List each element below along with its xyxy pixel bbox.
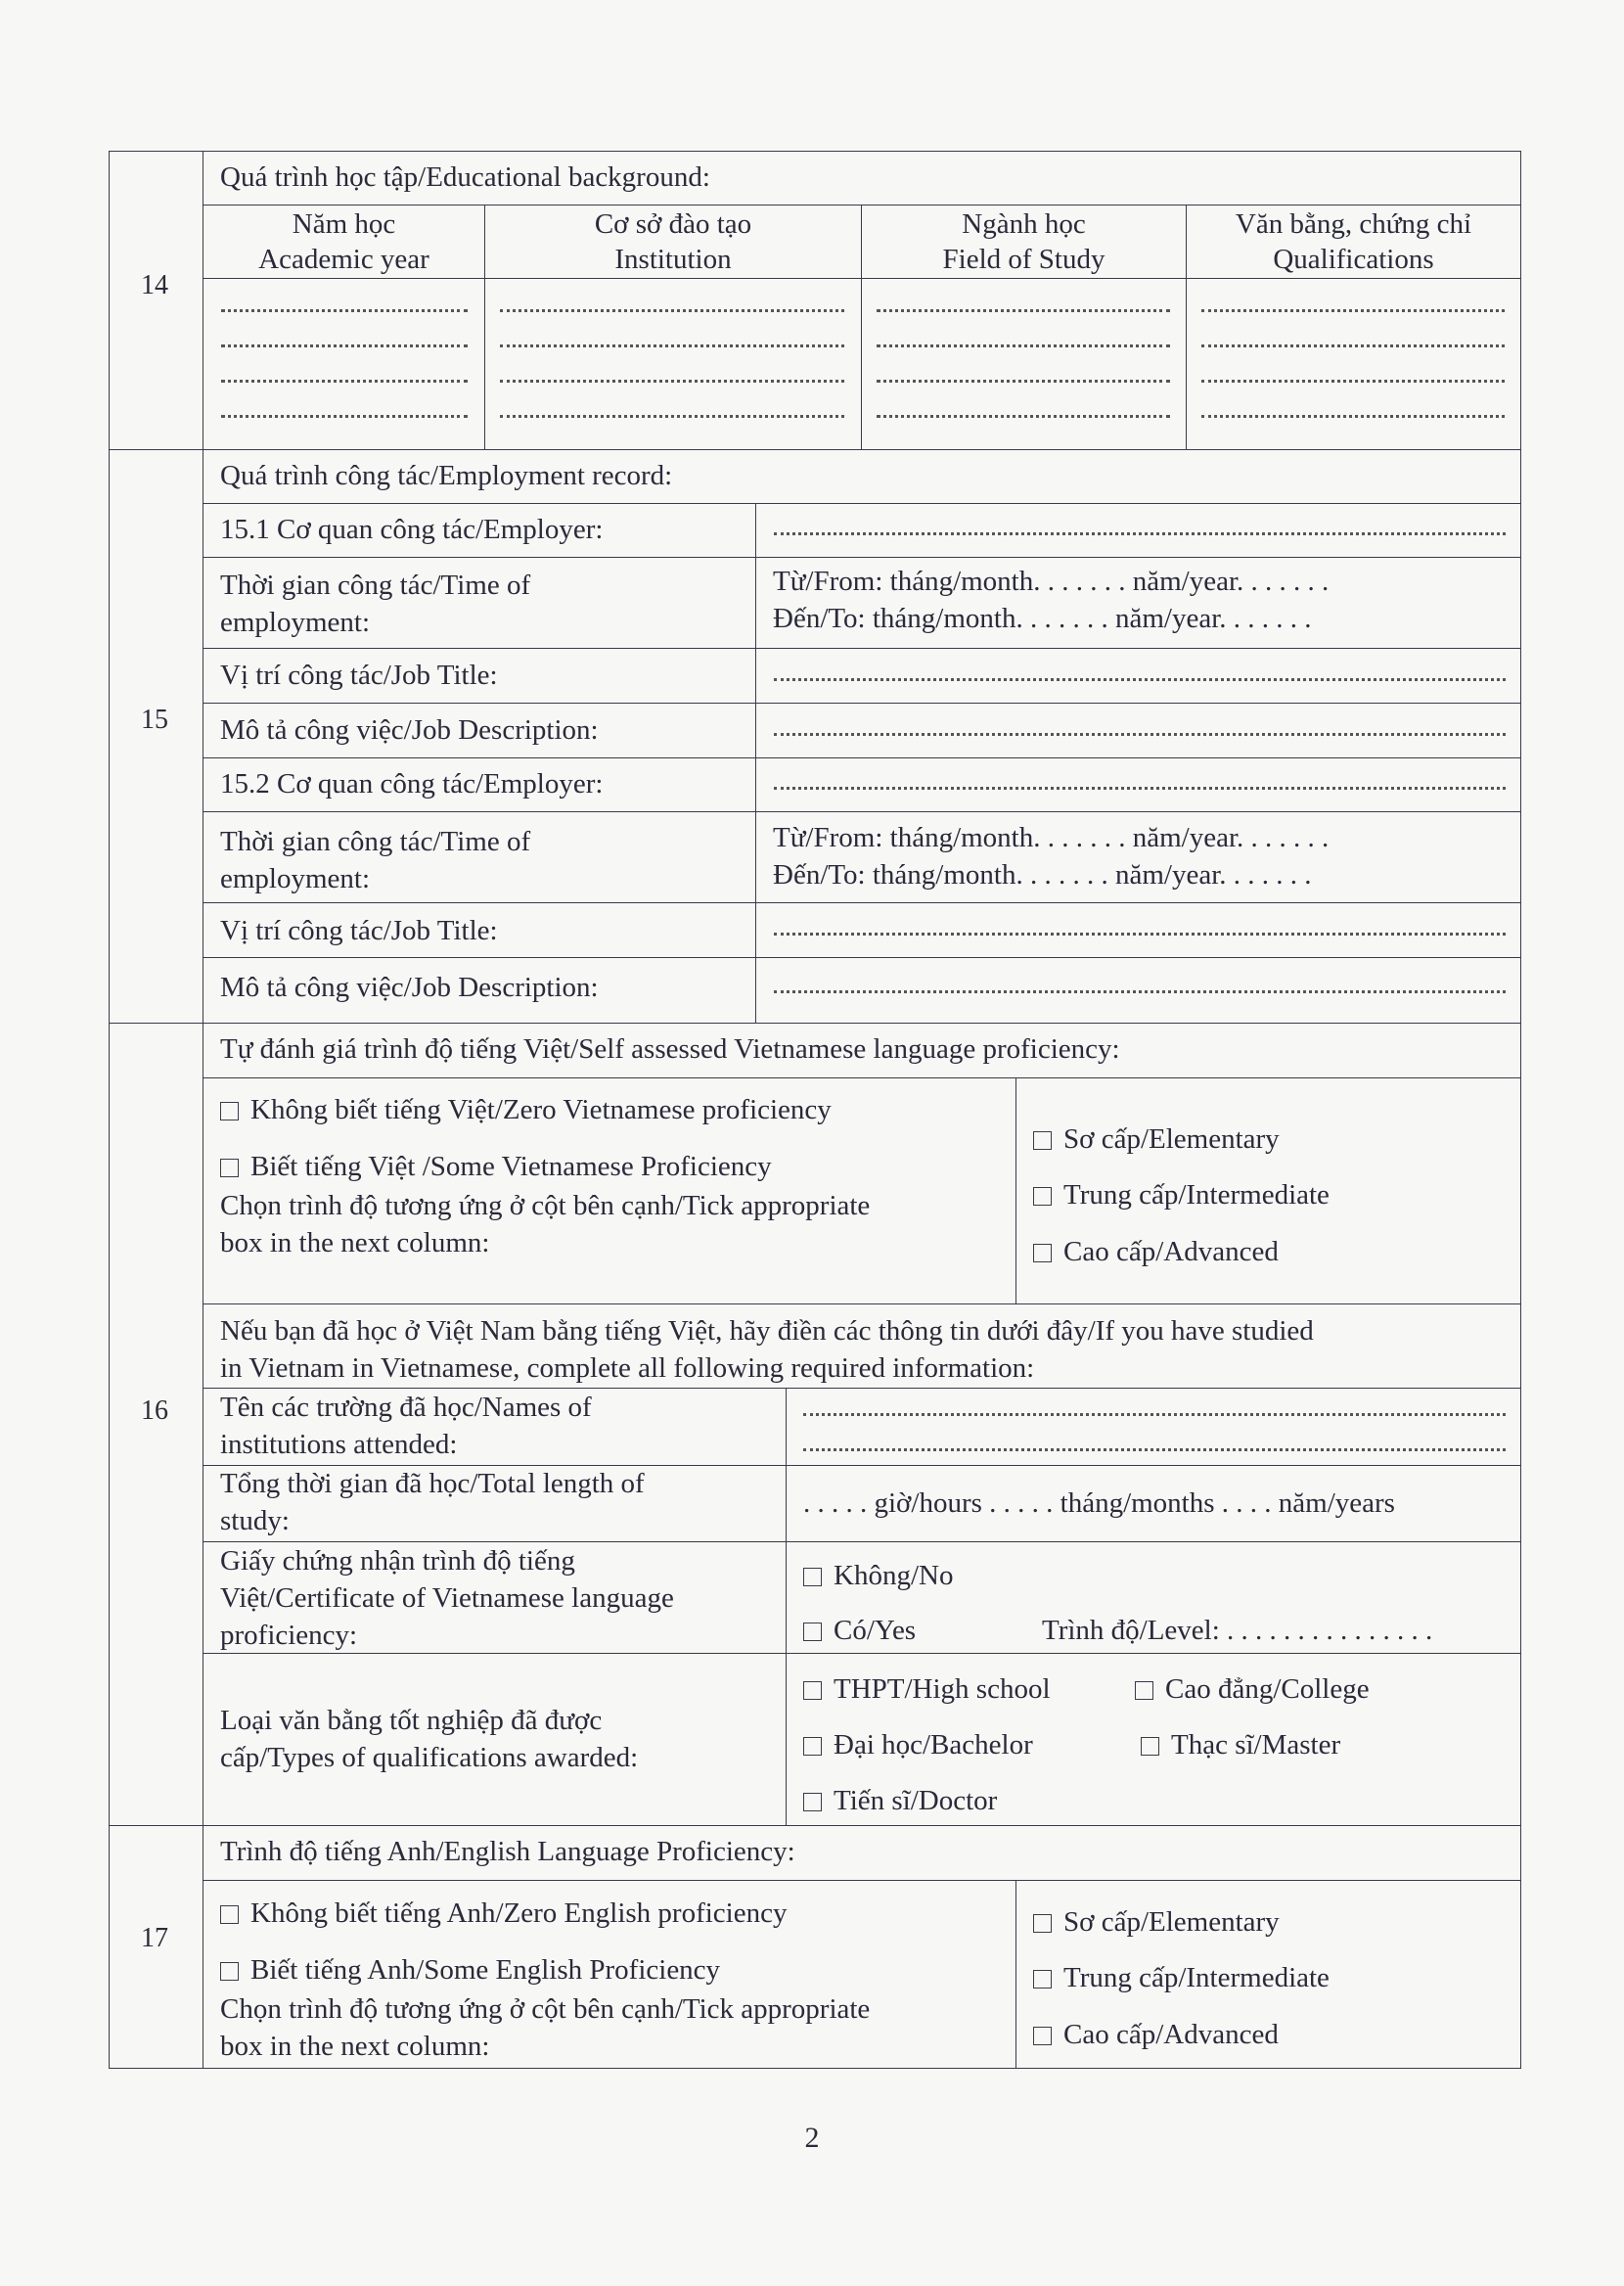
edu-dots-1-1	[221, 307, 468, 312]
vn-some-checkbox[interactable]	[220, 1159, 239, 1177]
employer-2-label: 15.2 Cơ quan công tác/Employer:	[220, 768, 604, 800]
doctor-label: Tiến sĩ/Doctor	[834, 1785, 998, 1816]
certificate-level[interactable]: Trình độ/Level: . . . . . . . . . . . . . . .	[1042, 1615, 1433, 1646]
employer-2-dots	[774, 785, 1506, 790]
en-elementary-label: Sơ cấp/Elementary	[1063, 1906, 1280, 1938]
job-desc-2-dots	[774, 988, 1506, 993]
certificate-yes-checkbox[interactable]	[803, 1623, 822, 1641]
col-qualifications-en: Qualifications	[1273, 244, 1434, 275]
vn-elementary-checkbox[interactable]	[1033, 1131, 1052, 1150]
edu-dots-4-4	[1201, 413, 1505, 418]
master-label: Thạc sĩ/Master	[1171, 1729, 1341, 1760]
college-checkbox[interactable]	[1135, 1681, 1153, 1700]
edu-dots-1-3	[221, 378, 468, 383]
employment-2-from: Từ/From: tháng/month. . . . . . . năm/year. . . . . . .	[773, 822, 1330, 853]
certificate-yes-label: Có/Yes	[834, 1615, 917, 1646]
education-body-col2[interactable]	[484, 278, 862, 450]
edu-dots-2-2	[500, 343, 844, 347]
education-body-col3[interactable]	[861, 278, 1187, 450]
employment-2-to: Đến/To: tháng/month. . . . . . . năm/year. . . . . . .	[773, 859, 1312, 891]
education-body-col1[interactable]	[203, 278, 485, 450]
certificate-label-line3: proficiency:	[220, 1620, 358, 1651]
qualifications-label-line1: Loại văn bằng tốt nghiệp đã được	[220, 1705, 603, 1736]
high-school-checkbox[interactable]	[803, 1681, 822, 1700]
section-14-number: 14	[141, 270, 168, 300]
certificate-label-line1: Giấy chứng nhận trình độ tiếng	[220, 1545, 575, 1577]
vn-advanced-label: Cao cấp/Advanced	[1063, 1236, 1279, 1267]
en-zero-checkbox[interactable]	[220, 1905, 239, 1924]
vn-intermediate-label: Trung cấp/Intermediate	[1063, 1179, 1330, 1211]
edu-dots-1-2	[221, 343, 468, 347]
employer-1-dots	[774, 530, 1506, 535]
certificate-label-line2: Việt/Certificate of Vietnamese language	[220, 1582, 674, 1614]
employment-time-2-label-line2: employment:	[220, 863, 371, 894]
vn-choose-line2: box in the next column:	[220, 1227, 490, 1258]
college-label: Cao đẳng/College	[1165, 1673, 1370, 1705]
studied-in-vn-line1: Nếu bạn đã học ở Việt Nam bằng tiếng Việt, hãy điền các thông tin dưới đây/If you have studied	[220, 1315, 1314, 1347]
job-title-2-dots	[774, 931, 1506, 936]
edu-dots-1-4	[221, 413, 468, 418]
edu-dots-4-3	[1201, 378, 1505, 383]
col-institution-vn: Cơ sở đào tạo	[594, 208, 752, 240]
employment-1-to: Đến/To: tháng/month. . . . . . . năm/year. . . . . . .	[773, 603, 1312, 634]
col-field-vn: Ngành học	[962, 208, 1086, 240]
qual-college-option[interactable]	[1135, 1670, 1370, 1708]
qual-doctor-option[interactable]	[803, 1782, 997, 1819]
page-number: 2	[804, 2122, 820, 2154]
certificate-no-label: Không/No	[834, 1560, 954, 1591]
vn-level-intermediate[interactable]	[1033, 1176, 1330, 1213]
high-school-label: THPT/High school	[834, 1673, 1051, 1705]
en-elementary-checkbox[interactable]	[1033, 1914, 1052, 1933]
certificate-yes-option[interactable]	[803, 1612, 916, 1649]
application-form	[109, 151, 1521, 2069]
en-choose-line1: Chọn trình độ tương ứng ở cột bên cạnh/Tick appropriate	[220, 1993, 871, 2025]
section-15-title: Quá trình công tác/Employment record:	[220, 460, 673, 491]
en-level-elementary[interactable]	[1033, 1903, 1280, 1941]
vn-some-label: Biết tiếng Việt /Some Vietnamese Proficiency	[250, 1151, 772, 1182]
edu-dots-2-1	[500, 307, 844, 312]
job-title-1-label: Vị trí công tác/Job Title:	[220, 660, 498, 691]
employer-1-label: 15.1 Cơ quan công tác/Employer:	[220, 514, 604, 545]
education-body-col4[interactable]	[1186, 278, 1521, 450]
edu-dots-3-4	[877, 413, 1170, 418]
en-choose-line2: box in the next column:	[220, 2031, 490, 2062]
vn-advanced-checkbox[interactable]	[1033, 1244, 1052, 1262]
institutions-label-line1: Tên các trường đã học/Names of	[220, 1392, 592, 1423]
study-length-value: . . . . . giờ/hours . . . . . tháng/months . . . . năm/years	[803, 1487, 1395, 1519]
vn-choose-line1: Chọn trình độ tương ứng ở cột bên cạnh/Tick appropriate	[220, 1190, 871, 1221]
vn-some-option[interactable]	[220, 1148, 772, 1185]
vn-level-elementary[interactable]	[1033, 1120, 1280, 1158]
studied-in-vn-line2: in Vietnam in Vietnamese, complete all following required information:	[220, 1352, 1035, 1384]
en-level-intermediate[interactable]	[1033, 1959, 1330, 1996]
en-intermediate-checkbox[interactable]	[1033, 1970, 1052, 1989]
employment-1-from: Từ/From: tháng/month. . . . . . . năm/year. . . . . . .	[773, 566, 1330, 597]
study-length-label-line1: Tổng thời gian đã học/Total length of	[220, 1468, 645, 1499]
doctor-checkbox[interactable]	[803, 1793, 822, 1811]
certificate-no-checkbox[interactable]	[803, 1568, 822, 1586]
col-academic-year-vn: Năm học	[292, 208, 396, 240]
vn-level-advanced[interactable]	[1033, 1233, 1279, 1270]
qualifications-label-line2: cấp/Types of qualifications awarded:	[220, 1742, 639, 1773]
qual-high-school-option[interactable]	[803, 1670, 1051, 1708]
edu-dots-3-3	[877, 378, 1170, 383]
master-checkbox[interactable]	[1141, 1737, 1159, 1756]
col-academic-year-en: Academic year	[258, 244, 429, 275]
en-advanced-label: Cao cấp/Advanced	[1063, 2019, 1279, 2050]
edu-dots-3-2	[877, 343, 1170, 347]
section-17-title: Trình độ tiếng Anh/English Language Proficiency:	[220, 1836, 795, 1867]
vn-zero-label: Không biết tiếng Việt/Zero Vietnamese proficiency	[250, 1094, 832, 1125]
vn-zero-checkbox[interactable]	[220, 1102, 239, 1120]
en-zero-option[interactable]	[220, 1895, 787, 1932]
col-field-en: Field of Study	[942, 244, 1105, 275]
col-qualifications-vn: Văn bằng, chứng chỉ	[1235, 208, 1472, 240]
edu-dots-2-3	[500, 378, 844, 383]
en-zero-label: Không biết tiếng Anh/Zero English proficiency	[250, 1897, 788, 1929]
job-desc-1-dots	[774, 731, 1506, 736]
en-some-label: Biết tiếng Anh/Some English Proficiency	[250, 1954, 721, 1986]
edu-dots-2-4	[500, 413, 844, 418]
employment-time-1-label-line2: employment:	[220, 607, 371, 638]
en-level-advanced[interactable]	[1033, 2016, 1279, 2053]
section-14-title: Quá trình học tập/Educational background:	[220, 161, 710, 193]
certificate-no-option[interactable]	[803, 1557, 953, 1594]
bachelor-label: Đại học/Bachelor	[834, 1729, 1033, 1760]
edu-dots-4-2	[1201, 343, 1505, 347]
institutions-label-line2: institutions attended:	[220, 1429, 458, 1460]
en-advanced-checkbox[interactable]	[1033, 2027, 1052, 2045]
bachelor-checkbox[interactable]	[803, 1737, 822, 1756]
institutions-field[interactable]	[786, 1388, 1521, 1466]
section-16-number: 16	[141, 1395, 168, 1426]
en-some-checkbox[interactable]	[220, 1962, 239, 1981]
study-length-label-line2: study:	[220, 1505, 290, 1536]
edu-dots-3-1	[877, 307, 1170, 312]
qual-master-option[interactable]	[1141, 1726, 1340, 1763]
en-some-option[interactable]	[220, 1951, 720, 1989]
job-desc-1-label: Mô tả công việc/Job Description:	[220, 714, 599, 746]
employment-time-2-label-line1: Thời gian công tác/Time of	[220, 826, 531, 857]
section-15-number-cell	[109, 449, 203, 1024]
job-title-2-label: Vị trí công tác/Job Title:	[220, 915, 498, 946]
section-17-number: 17	[141, 1923, 168, 1953]
vn-elementary-label: Sơ cấp/Elementary	[1063, 1123, 1280, 1155]
job-desc-2-label: Mô tả công việc/Job Description:	[220, 972, 599, 1003]
section-15-number: 15	[141, 705, 168, 735]
vn-intermediate-checkbox[interactable]	[1033, 1187, 1052, 1206]
vn-zero-option[interactable]	[220, 1091, 832, 1128]
section-16-title: Tự đánh giá trình độ tiếng Việt/Self assessed Vietnamese language proficiency:	[220, 1033, 1120, 1065]
en-intermediate-label: Trung cấp/Intermediate	[1063, 1962, 1330, 1993]
job-title-1-dots	[774, 676, 1506, 681]
employment-time-1-label-line1: Thời gian công tác/Time of	[220, 570, 531, 601]
institutions-dots-2	[803, 1446, 1506, 1451]
institutions-dots-1	[803, 1411, 1506, 1416]
col-institution-en: Institution	[614, 244, 732, 275]
qual-bachelor-option[interactable]	[803, 1726, 1033, 1763]
edu-dots-4-1	[1201, 307, 1505, 312]
